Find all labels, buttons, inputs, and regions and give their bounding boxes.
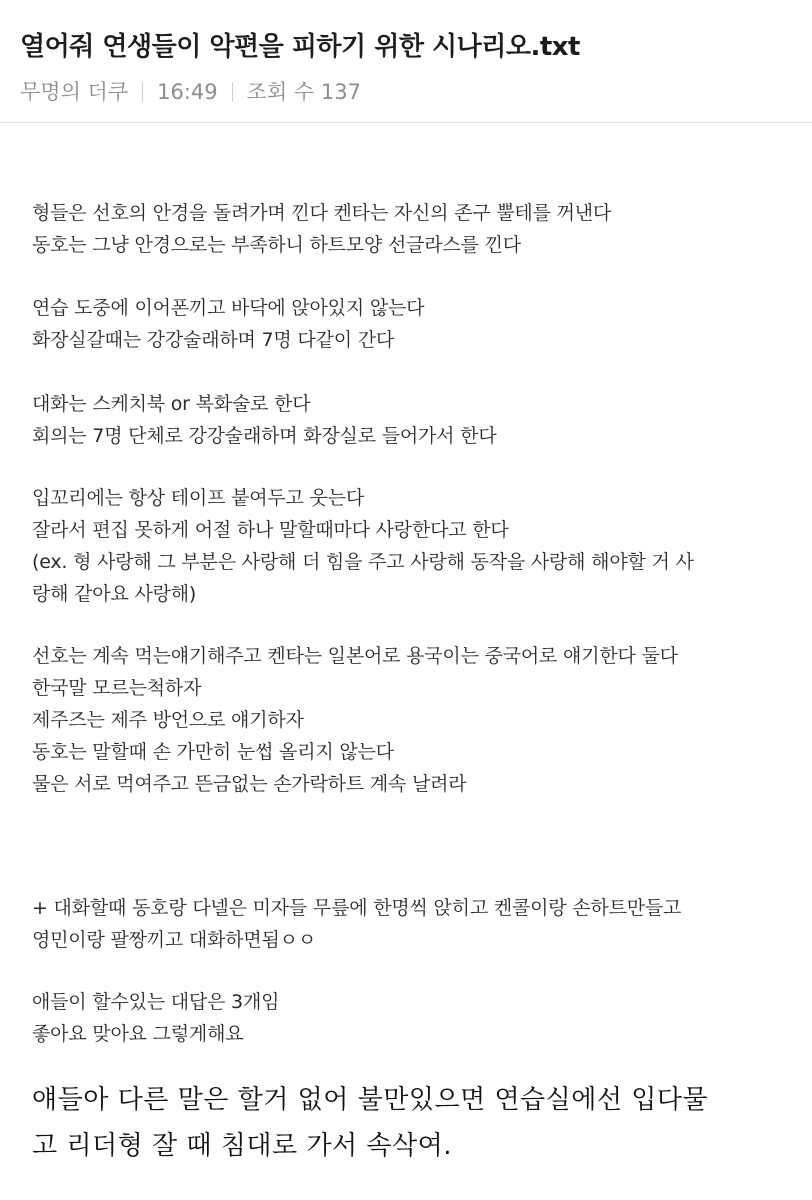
closing-line: 얘들아 다른 말은 할거 없어 불만있으면 연습실에선 입다물 bbox=[32, 1085, 709, 1115]
meta-divider bbox=[232, 82, 233, 102]
closing-line: 고 리더형 잘 때 침대로 가서 속삭여. bbox=[32, 1131, 452, 1161]
body-line: 입꼬리에는 항상 테이프 붙여두고 웃는다 bbox=[32, 487, 364, 509]
body-line: 동호는 말할때 손 가만히 눈썹 올리지 않는다 bbox=[32, 741, 394, 763]
body-line: 좋아요 맞아요 그렇게해요 bbox=[32, 1023, 244, 1045]
body-line: 잘라서 편집 못하게 어절 하나 말할때마다 사랑한다고 한다 bbox=[32, 519, 509, 541]
post-title: 열어줘 연생들이 악편을 피하기 위한 시나리오.txt bbox=[20, 32, 580, 62]
body-line: 제주즈는 제주 방언으로 얘기하자 bbox=[32, 709, 304, 731]
body-line: (ex. 형 사랑해 그 부분은 사랑해 더 힘을 주고 사랑해 동작을 사랑해 해야할 거 사 bbox=[32, 551, 694, 573]
body-line: 영민이랑 팔짱끼고 대화하면됨ㅇㅇ bbox=[32, 929, 316, 951]
body-line: 애들이 할수있는 대답은 3개임 bbox=[32, 991, 280, 1013]
body-line: 동호는 그냥 안경으로는 부족하니 하트모양 선글라스를 낀다 bbox=[32, 234, 521, 256]
body-line: 대화는 스케치북 or 복화술로 한다 bbox=[32, 393, 311, 415]
body-line: 회의는 7명 단체로 강강술래하며 화장실로 들어가서 한다 bbox=[32, 425, 497, 447]
body-line: 선호는 계속 먹는얘기해주고 켄타는 일본어로 용국이는 중국어로 얘기한다 둘다 bbox=[32, 645, 678, 667]
body-line: 형들은 선호의 안경을 돌려가며 낀다 켄타는 자신의 존구 뿔테를 꺼낸다 bbox=[32, 202, 612, 224]
body-line: 물은 서로 먹여주고 뜬금없는 손가락하트 계속 날려라 bbox=[32, 773, 467, 795]
view-count: 조회 수 137 bbox=[246, 80, 361, 104]
body-line: 화장실갈때는 강강술래하며 7명 다같이 간다 bbox=[32, 329, 395, 351]
author-name[interactable]: 무명의 더쿠 bbox=[20, 80, 129, 104]
body-line: 랑해 같아요 사랑해) bbox=[32, 583, 197, 605]
body-line: 한국말 모르는척하자 bbox=[32, 677, 202, 699]
post-meta bbox=[20, 76, 361, 106]
meta-divider bbox=[142, 82, 143, 102]
post-body bbox=[0, 123, 812, 1200]
post-header bbox=[0, 0, 812, 123]
body-line: 연습 도중에 이어폰끼고 바닥에 앉아있지 않는다 bbox=[32, 297, 425, 319]
post-time: 16:49 bbox=[157, 80, 218, 104]
body-line: + 대화할때 동호랑 다넬은 미자들 무릎에 한명씩 앉히고 켄콜이랑 손하트만들고 bbox=[32, 897, 682, 919]
